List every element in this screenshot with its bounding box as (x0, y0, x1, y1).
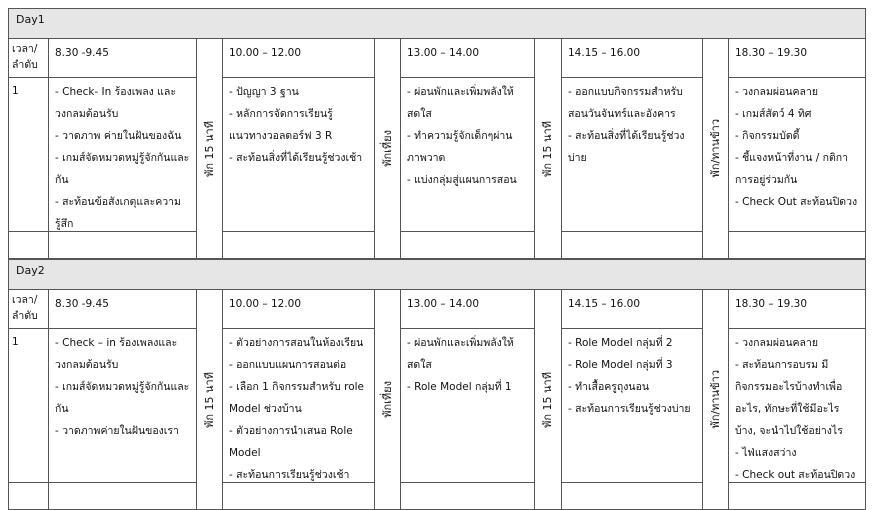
time-slot: 14.15 – 16.00 (562, 290, 703, 329)
activity-item: - ทำความรู้จักเด็กๆผ่านภาพวาด (407, 130, 513, 164)
empty-cell (729, 232, 866, 259)
activity-item: - กิจกรรมบัดดี้ (735, 130, 800, 142)
activity-item: - วาดภาพค่ายในฝันของเรา (55, 425, 179, 437)
empty-cell (9, 232, 49, 259)
break-label: พัก/ทานข้าว (703, 39, 729, 259)
activity-list (562, 78, 702, 172)
activity-item: - ออกแบบกิจกรรมสำหรับสอนวันจันทร์และอังคาร (568, 86, 683, 120)
activity-item: - Check Out สะท้อนปิดวง (735, 196, 858, 208)
activity-item: - สะท้อนการอบรม มีกิจกรรมอะไรบ้างทำเพื่ออะไร, ทักษะที่ใช้มีอะไรบ้าง, จะนำไปใช้อย่างไร (735, 359, 843, 437)
break-label: พัก 15 นาที (197, 290, 223, 510)
activity-item: - Role Model กลุ่มที่ 2 (568, 337, 673, 349)
time-slot: 8.30 -9.45 (49, 39, 197, 78)
activity-item: - สะท้อนสิ่งที่ได้เรียนรู้ช่วงบ่าย (568, 130, 685, 164)
break-label: พัก/ทานข้าว (703, 290, 729, 510)
session-activities (49, 78, 197, 232)
empty-cell (401, 483, 535, 510)
empty-cell (562, 483, 703, 510)
day-title: Day2 (9, 260, 866, 290)
activity-list (562, 329, 702, 423)
activity-item: - ออกแบบแผนการสอนต่อ (229, 359, 347, 371)
activity-item: - เกมส์จัดหมวดหมู่รู้จักกันและกัน (55, 152, 190, 186)
empty-cell (223, 483, 375, 510)
break-label: พัก 15 นาที (535, 39, 562, 259)
activity-item: - เลือก 1 กิจกรรมสำหรับ role Model ช่วงบ้าน (229, 381, 364, 415)
break-label: พักเที่ยง (375, 39, 401, 259)
activity-item: - ทำเสื้อครูถุงนอน (568, 381, 650, 393)
activity-item: - ตัวอย่างการสอนในห้องเรียน (229, 337, 364, 349)
activity-list (223, 78, 374, 172)
time-slot: 13.00 – 14.00 (401, 39, 535, 78)
session-activities (562, 78, 703, 232)
session-activities (401, 329, 535, 483)
activity-item: - สะท้อนสิ่งที่ได้เรียนรู้ช่วงเช้า (229, 152, 363, 164)
empty-cell (49, 483, 197, 510)
session-activities (729, 78, 866, 232)
activity-list (401, 78, 534, 194)
empty-cell (729, 483, 866, 510)
day-table (8, 259, 866, 510)
activity-item: - สะท้อนข้อสังเกตุและความรู้สึก (55, 196, 181, 230)
activity-item: - วงกลมผ่อนคลาย (735, 337, 819, 349)
empty-cell (401, 232, 535, 259)
activity-list (729, 329, 865, 483)
session-activities (729, 329, 866, 483)
activity-item: - หลักการจัดการเรียนรู้แนวทางวอลดอร์ฟ 3 R (229, 108, 333, 142)
activity-item: - สะท้อนการเรียนรู้ช่วงเช้า (229, 469, 350, 481)
activity-list (401, 329, 534, 401)
activity-item: - เกมส์จัดหมวดหมู่รู้จักกันและกัน (55, 381, 190, 415)
activity-item: - วงกลมผ่อนคลาย (735, 86, 819, 98)
time-slot: 18.30 – 19.30 (729, 39, 866, 78)
break-label: พัก 15 นาที (197, 39, 223, 259)
activity-item: - ผ่อนพักและเพิ่มพลังให้สดใส (407, 337, 514, 371)
time-slot: 13.00 – 14.00 (401, 290, 535, 329)
activity-item: - Check out สะท้อนปิดวง (735, 469, 856, 481)
row-number: 1 (9, 78, 49, 232)
activity-item: - Check – in ร้องเพลงและวงกลมต้อนรับ (55, 337, 178, 371)
empty-cell (49, 232, 197, 259)
time-slot: 10.00 – 12.00 (223, 39, 375, 78)
row-number: 1 (9, 329, 49, 483)
activity-list (49, 329, 196, 445)
activity-item: - Role Model กลุ่มที่ 1 (407, 381, 512, 393)
time-slot: 10.00 – 12.00 (223, 290, 375, 329)
activity-item: - สะท้อนการเรียนรู้ช่วงบ่าย (568, 403, 691, 415)
break-label: พักเที่ยง (375, 290, 401, 510)
session-activities (562, 329, 703, 483)
activity-item: - Role Model กลุ่มที่ 3 (568, 359, 673, 371)
day-table (8, 8, 866, 259)
activity-item: - แบ่งกลุ่มสู่แผนการสอน (407, 174, 517, 186)
session-activities (49, 329, 197, 483)
session-activities (223, 78, 375, 232)
session-activities (401, 78, 535, 232)
activity-item: - ปัญญา 3 ฐาน (229, 86, 299, 98)
activity-item: - ชี้แจงหน้าที่งาน / กติกาการอยู่ร่วมกัน (735, 152, 849, 186)
time-slot: 14.15 – 16.00 (562, 39, 703, 78)
activity-item: - Check- In ร้องเพลง และวงกลมต้อนรับ (55, 86, 176, 120)
break-label: พัก 15 นาที (535, 290, 562, 510)
order-label: เวลา/ลำดับ (9, 290, 49, 329)
activity-list (49, 78, 196, 232)
session-activities (223, 329, 375, 483)
order-label: เวลา/ลำดับ (9, 39, 49, 78)
activity-item: - ผ่อนพักและเพิ่มพลังให้สดใส (407, 86, 514, 120)
empty-cell (9, 483, 49, 510)
empty-cell (223, 232, 375, 259)
time-slot: 8.30 -9.45 (49, 290, 197, 329)
activity-item: - ไฟ่แสงสว่าง (735, 447, 797, 459)
day-title: Day1 (9, 9, 866, 39)
activity-item: - ตัวอย่างการนำเสนอ Role Model (229, 425, 353, 459)
activity-list (223, 329, 374, 483)
time-slot: 18.30 – 19.30 (729, 290, 866, 329)
empty-cell (562, 232, 703, 259)
activity-item: - เกมส์สัตว์ 4 ทิศ (735, 108, 812, 120)
activity-list (729, 78, 865, 216)
activity-item: - วาดภาพ ค่ายในฝันของฉัน (55, 130, 182, 142)
